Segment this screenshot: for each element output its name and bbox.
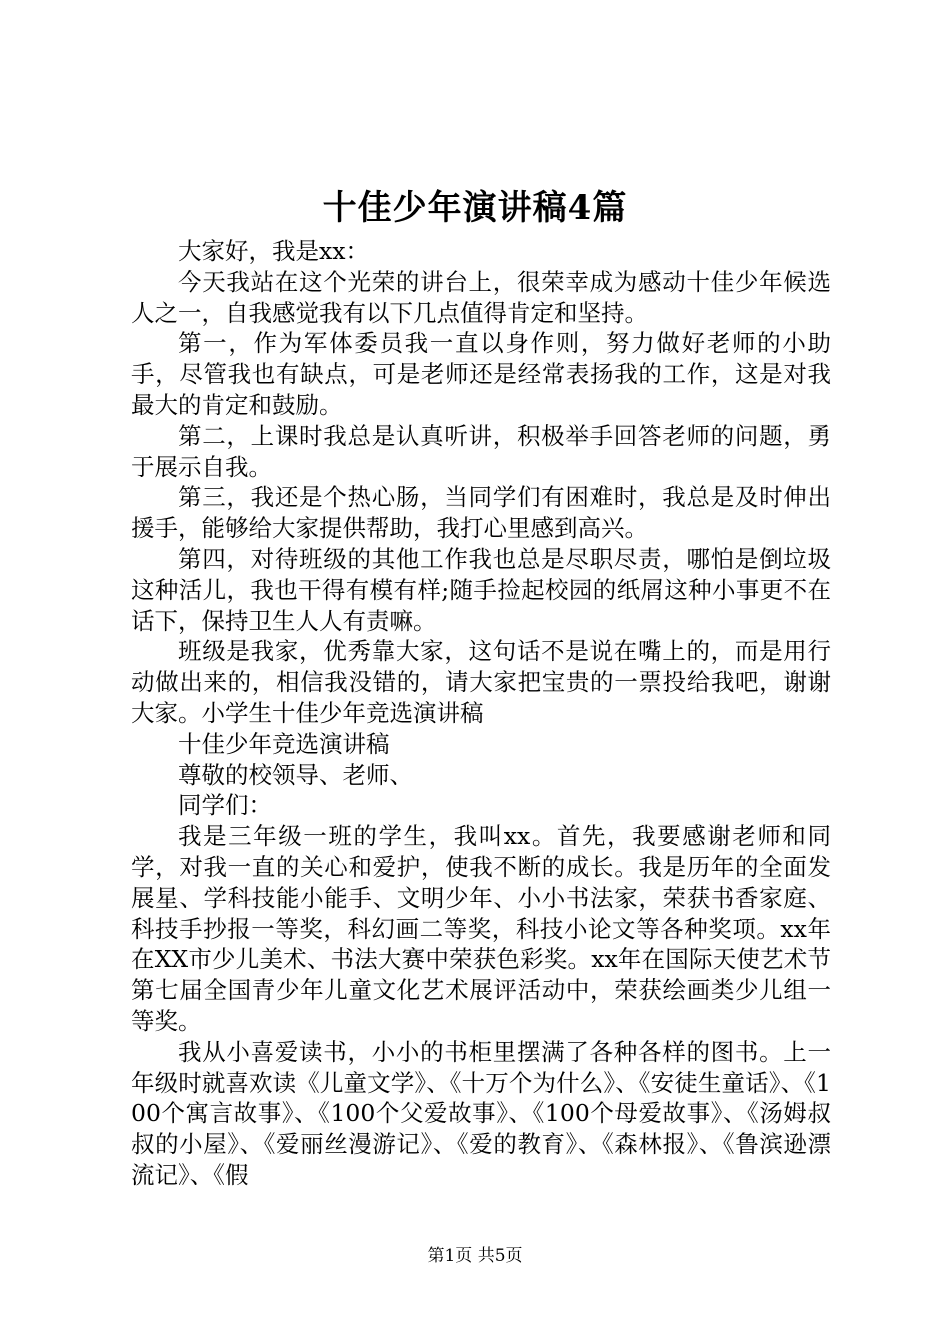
paragraph: 班级是我家，优秀靠大家，这句话不是说在嘴上的，而是用行动做出来的，相信我没错的，请大家把宝贵的一票投给我吧，谢谢大家。小学生十佳少年竞选演讲稿 xyxy=(131,637,831,727)
salutation-line: 尊敬的校领导、老师、 xyxy=(178,760,413,789)
paragraph: 第一，作为军体委员我一直以身作则，努力做好老师的小助手，尽管我也有缺点，可是老师还是经常表扬我的工作，这是对我最大的肯定和鼓励。 xyxy=(131,329,831,419)
section-heading: 十佳少年竞选演讲稿 xyxy=(178,729,390,758)
paragraph: 今天我站在这个光荣的讲台上，很荣幸成为感动十佳少年候选人之一，自我感觉我有以下几点值得肯定和坚持。 xyxy=(131,267,831,327)
page-footer: 第1页 共5页 xyxy=(427,1246,523,1266)
paragraph: 我从小喜爱读书，小小的书柜里摆满了各种各样的图书。上一年级时就喜欢读《儿童文学》、《十万个为什么》、《安徒生童话》、《100个寓言故事》、《100个父爱故事》、《100个母爱故事》、《汤姆叔叔的小屋》、《爱丽丝漫游记》、《爱的教育》、《森林报》、《鲁滨逊漂流记》、《假 xyxy=(131,1037,831,1189)
paragraph: 第二，上课时我总是认真听讲，积极举手回答老师的问题，勇于展示自我。 xyxy=(131,421,831,481)
paragraph-greeting: 大家好，我是xx： xyxy=(178,237,370,265)
paragraph: 第三，我还是个热心肠，当同学们有困难时，我总是及时伸出援手，能够给大家提供帮助，我打心里感到高兴。 xyxy=(131,483,831,543)
salutation-line: 同学们： xyxy=(178,791,272,820)
paragraph: 我是三年级一班的学生，我叫xx。首先，我要感谢老师和同学，对我一直的关心和爱护，使我不断的成长。我是历年的全面发展星、学科技能小能手、文明少年、小小书法家，荣获书香家庭、科技手抄报一等奖，科幻画二等奖，科技小论文等各种奖项。xx年在XX市少儿美术、书法大赛中荣获色彩奖。xx年在国际天使艺术节第七届全国青少年儿童文化艺术展评活动中，荣获绘画类少儿组一等奖。 xyxy=(131,822,831,1035)
paragraph: 第四，对待班级的其他工作我也总是尽职尽责，哪怕是倒垃圾这种活儿，我也干得有模有样;随手捡起校园的纸屑这种小事更不在话下，保持卫生人人有责嘛。 xyxy=(131,544,831,635)
document-body xyxy=(131,236,831,1191)
document-title: 十佳少年演讲稿4篇 xyxy=(322,188,628,228)
